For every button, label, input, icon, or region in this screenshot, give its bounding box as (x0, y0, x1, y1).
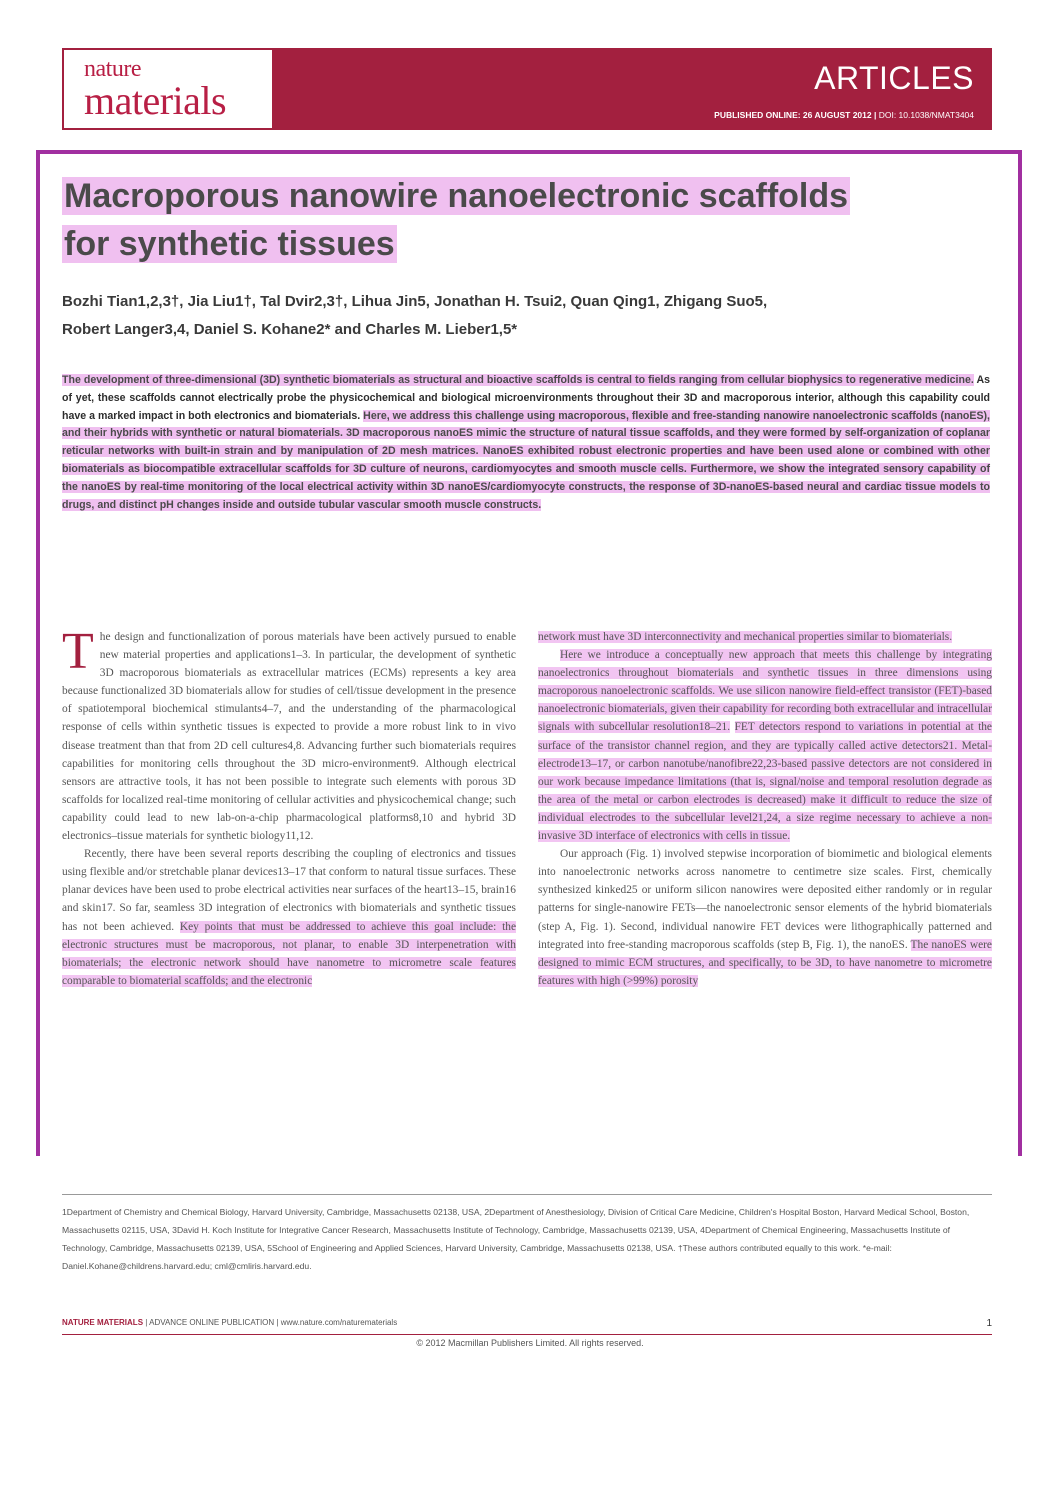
paragraph-continued (538, 628, 992, 646)
paragraph-method (538, 845, 992, 990)
approach-text: Here we introduce a conceptually new approach that meets this challenge by integrating nanoelectronics throughout biomaterials and synthetic tissues in three dimensions using macroporous nanoelectronic scaffolds. We use silicon nanowire field-effect transistor (FET)-based nanoelectronic biomaterials, given their capability for recording both extracellular and intracellular signals with subcellular resolution18–21. (538, 649, 992, 734)
page-footer (62, 1318, 992, 1332)
authors-line-2: Robert Langer3,4, Daniel S. Kohane2* and Charles M. Lieber1,5* (62, 321, 518, 338)
intro-text: he design and functionalization of porous materials have been actively pursued to enable new material properties and applications1–3. In particular, the development of synthetic 3D macroporous biomaterials as extracellular matrices (ECMs) represents a key area because functionalized 3D biomaterials allow for studies of cell/tissue development in the presence of spatiotemporal biochemical stimulants4–7, and the understanding of the pharmacological response of cells within synthetic tissues is expected to provide a more robust link to in vivo disease treatment than that from 2D cell cultures4,8. Advancing further such biomaterials requires capabilities for monitoring cells throughout the 3D micro-environment9. Although electrical sensors are attractive tools, it has not been possible to integrate such elements with porous 3D scaffolds for localized real-time monitoring of cellular activities and physicochemical change; such capability could lead to new lab-on-a-chip pharmacological platforms8,10 and hybrid 3D electronics–tissue materials for synthetic biology11,12. (62, 631, 516, 843)
body-column-right (538, 628, 992, 990)
paragraph-approach (538, 646, 992, 845)
journal-logo[interactable] (62, 48, 274, 130)
author-list (62, 288, 992, 344)
continued-text: network must have 3D interconnectivity and mechanical properties similar to biomaterials. (538, 631, 953, 643)
method-text: Our approach (Fig. 1) involved stepwise incorporation of biomimetic and biological elements into nanoelectronic networks across nanometre to centimetre size scales. First, chemically synthesized kinked25 or uniform silicon nanowires were deposited either randomly or in regular patterns for single-nanowire FETs—the nanoelectronic sensor elements of the hybrid biomaterials (step A, Fig. 1). Second, individual nanowire FET devices were lithographically patterned and integrated into free-standing macroporous scaffolds (step B, Fig. 1), the nanoES. (538, 848, 992, 951)
paragraph-recent (62, 845, 516, 990)
title-line-1: Macroporous nanowire nanoelectronic scaffolds (64, 177, 849, 215)
abstract-part-3: Here, we address this challenge using macroporous, flexible and free-standing nanowire nanoelectronic scaffolds (nanoES), and their hybrids with synthetic or natural biomaterials. 3D macroporous nanoES mimic the structure of natural tissue scaffolds, and they were formed by self-organization of coplanar reticular networks with built-in strain and by manipulation of 2D mesh matrices. NanoES exhibited robust electronic properties and have been used alone or combined with other biomaterials as biocompatible extracellular scaffolds for 3D culture of neurons, cardiomyocytes and smooth muscle cells. Furthermore, we show the integrated sensory capability of the nanoES by real-time monitoring of the local electrical activity within 3D nanoES/cardiomyocyte constructs, the response of 3D-nanoES-based neural and cardiac tissue models to drugs, and distinct pH changes inside and outside tubular vascular smooth muscle constructs. (62, 409, 990, 511)
abstract-part-1: The development of three-dimensional (3D) synthetic biomaterials as structural and bioactive scaffolds is central to fields ranging from cellular biophysics to regenerative medicine. (62, 374, 974, 386)
footer-divider (62, 1334, 992, 1335)
method-text-highlight: The nanoES were designed to mimic ECM structures, and specifically, to be 3D, to have nanometre to micrometre features with high (>99%) porosity (538, 938, 992, 987)
recent-text: Recently, there have been several reports describing the coupling of electronics and tissues using flexible and/or stretchable planar devices13–17 that conform to natural tissue surfaces. These planar devices have been used to probe electrical activities near surfaces of the heart13–15, brain16 and skin17. So far, seamless 3D integration of electronics with biomaterials and synthetic tissues has not been achieved. (62, 848, 516, 933)
copyright: © 2012 Macmillan Publishers Limited. All rights reserved. (416, 1338, 644, 1348)
doi-link[interactable]: DOI: 10.1038/NMAT3404 (878, 110, 974, 120)
publication-info (714, 110, 974, 120)
footer-journal: NATURE MATERIALS (62, 1318, 144, 1327)
body-column-left (62, 623, 516, 990)
abstract (62, 372, 990, 514)
logo-line-materials: materials (84, 78, 227, 123)
logo-line-nature: nature (84, 56, 141, 82)
header-bar (274, 48, 992, 130)
paragraph-intro (62, 623, 516, 845)
recent-text-highlight: Key points that must be addressed to achieve this goal include: the electronic structures must be macroporous, not planar, to enable 3D interpenetration with biomaterials; the electronic network should have nanometre to micrometre scale features comparable to biomaterial scaffolds; and the electronic (62, 920, 516, 987)
section-label: ARTICLES (814, 60, 974, 96)
page-number: 1 (986, 1318, 992, 1329)
footnote-divider (62, 1194, 992, 1195)
footer-info[interactable]: | ADVANCE ONLINE PUBLICATION | www.nature.com/naturematerials (143, 1318, 398, 1327)
affiliations: 1Department of Chemistry and Chemical Biology, Harvard University, Cambridge, Massachusetts 02138, USA, 2Department of Anesthesiology, Division of Critical Care Medicine, Children's Hospital Boston, Harvard Medical School, Boston, Massachusetts 02115, USA, 3David H. Koch Institute for Integrative Cancer Research, Massachusetts Institute of Technology, Cambridge, Massachusetts 02139, USA, 4Department of Chemical Engineering, Massachusetts Institute of Technology, Cambridge, Massachusetts 02139, USA, 5School of Engineering and Applied Sciences, Harvard University, Cambridge, Massachusetts 02138, USA. †These authors contributed equally to this work. *e-mail: Daniel.Kohane@childrens.harvard.edu; cml@cmliris.harvard.edu. (62, 1207, 970, 1271)
approach-text-2: FET detectors respond to variations in potential at the surface of the transistor channel region, and they are typically called active detectors21. Metal-electrode13–17, or carbon nanotube/nanofibre22,23-based passive detectors are not considered in our work because impedance limitations (that is, signal/noise and temporal resolution degrade as the area of the metal or carbon electrodes is decreased) make it difficult to reduce the size of individual electrodes to the subcellular level21,24, a size regime necessary to achieve a non-invasive 3D interface of electronics with cells in tissue. (538, 721, 992, 843)
abstract-part-2: As of yet, these scaffolds cannot electrically probe the physicochemical and biological microenvironments throughout their 3D and macroporous interior, although this capability could have a marked impact in both electronics and biomaterials. (62, 374, 990, 422)
journal-header (62, 48, 992, 130)
title-line-2: for synthetic tissues (64, 225, 395, 263)
drop-cap: T (62, 623, 94, 680)
authors-line-1: Bozhi Tian1,2,3†, Jia Liu1†, Tal Dvir2,3†, Lihua Jin5, Jonathan H. Tsui2, Quan Qing1, Zhigang Suo5, (62, 293, 768, 310)
article-title (62, 172, 982, 268)
published-date: PUBLISHED ONLINE: 26 AUGUST 2012 | (714, 110, 877, 120)
